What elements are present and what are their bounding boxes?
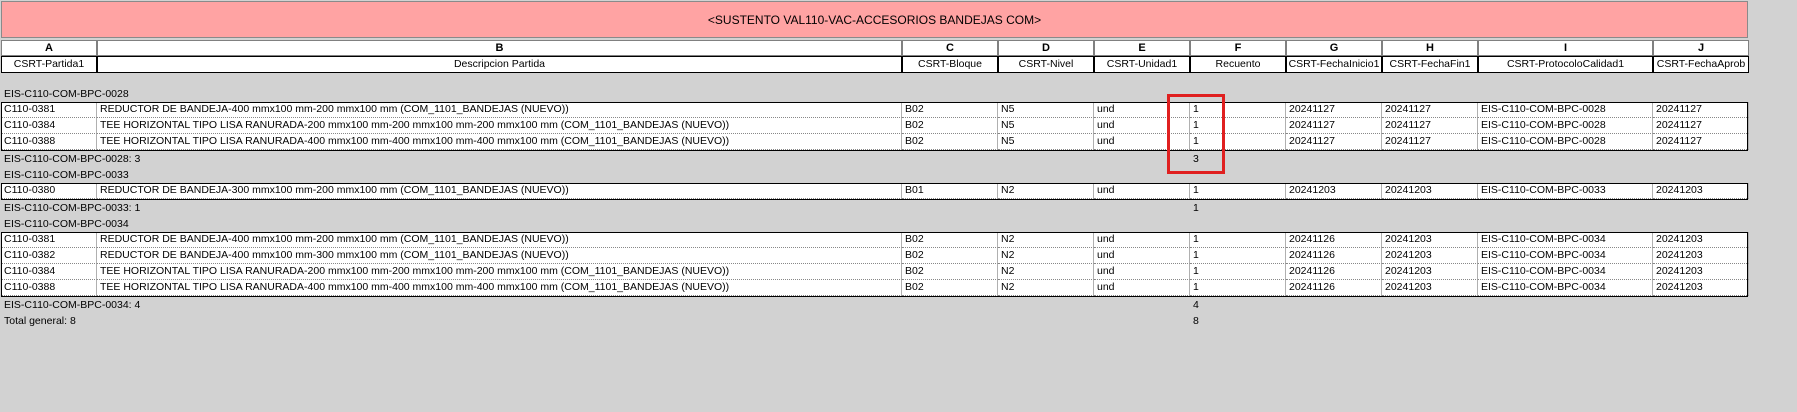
table-cell[interactable]: N5 bbox=[998, 118, 1094, 134]
column-header-i[interactable]: CSRT-ProtocoloCalidad1 bbox=[1478, 56, 1653, 73]
table-cell[interactable]: REDUCTOR DE BANDEJA-400 mmx100 mm-200 mmx100 mm (COM_1101_BANDEJAS (NUEVO)) bbox=[97, 102, 902, 118]
table-cell[interactable]: und bbox=[1094, 118, 1190, 134]
table-cell[interactable]: EIS-C110-COM-BPC-0028 bbox=[1478, 102, 1653, 118]
table-cell[interactable]: 20241203 bbox=[1286, 183, 1382, 199]
table-cell[interactable]: B01 bbox=[902, 183, 998, 199]
column-letter-c[interactable]: C bbox=[902, 40, 998, 56]
table-cell[interactable]: 20241127 bbox=[1653, 134, 1749, 150]
group-subtotal-label: EIS-C110-COM-BPC-0034: 4 bbox=[4, 299, 141, 311]
table-cell[interactable]: REDUCTOR DE BANDEJA-400 mmx100 mm-200 mmx100 mm (COM_1101_BANDEJAS (NUEVO)) bbox=[97, 232, 902, 248]
table-cell[interactable]: 1 bbox=[1190, 232, 1286, 248]
table-cell[interactable]: und bbox=[1094, 134, 1190, 150]
table-cell[interactable]: 20241127 bbox=[1382, 102, 1478, 118]
table-cell[interactable]: 20241127 bbox=[1286, 134, 1382, 150]
column-header-f[interactable]: Recuento bbox=[1190, 56, 1286, 73]
table-cell[interactable]: 1 bbox=[1190, 118, 1286, 134]
table-cell[interactable]: 1 bbox=[1190, 134, 1286, 150]
table-cell[interactable]: C110-0381 bbox=[1, 232, 97, 248]
table-cell[interactable]: 20241127 bbox=[1286, 102, 1382, 118]
table-cell[interactable]: C110-0388 bbox=[1, 134, 97, 150]
table-cell[interactable]: N2 bbox=[998, 248, 1094, 264]
table-cell[interactable]: 20241203 bbox=[1382, 264, 1478, 280]
table-cell[interactable]: EIS-C110-COM-BPC-0034 bbox=[1478, 280, 1653, 296]
table-cell[interactable]: 20241127 bbox=[1653, 118, 1749, 134]
table-cell[interactable]: 20241126 bbox=[1286, 248, 1382, 264]
column-letter-g[interactable]: G bbox=[1286, 40, 1382, 56]
table-cell[interactable]: EIS-C110-COM-BPC-0034 bbox=[1478, 232, 1653, 248]
table-cell[interactable]: 20241203 bbox=[1653, 280, 1749, 296]
group-subtotal-count: 4 bbox=[1193, 299, 1199, 311]
table-cell[interactable]: B02 bbox=[902, 248, 998, 264]
table-cell[interactable]: TEE HORIZONTAL TIPO LISA RANURADA-200 mmx100 mm-200 mmx100 mm-200 mmx100 mm (COM_1101_BANDEJAS (NUEVO)) bbox=[97, 118, 902, 134]
table-cell[interactable]: und bbox=[1094, 248, 1190, 264]
table-cell[interactable]: B02 bbox=[902, 118, 998, 134]
column-letter-f[interactable]: F bbox=[1190, 40, 1286, 56]
group-heading: EIS-C110-COM-BPC-0033 bbox=[4, 169, 129, 181]
column-letter-i[interactable]: I bbox=[1478, 40, 1653, 56]
table-cell[interactable]: TEE HORIZONTAL TIPO LISA RANURADA-400 mmx100 mm-400 mmx100 mm-400 mmx100 mm (COM_1101_BANDEJAS (NUEVO)) bbox=[97, 280, 902, 296]
table-cell[interactable]: und bbox=[1094, 102, 1190, 118]
grand-total-count: 8 bbox=[1193, 315, 1199, 327]
table-cell[interactable]: TEE HORIZONTAL TIPO LISA RANURADA-200 mmx100 mm-200 mmx100 mm-200 mmx100 mm (COM_1101_BANDEJAS (NUEVO)) bbox=[97, 264, 902, 280]
table-cell[interactable]: B02 bbox=[902, 232, 998, 248]
table-cell[interactable]: EIS-C110-COM-BPC-0028 bbox=[1478, 134, 1653, 150]
table-cell[interactable]: B02 bbox=[902, 280, 998, 296]
table-cell[interactable]: EIS-C110-COM-BPC-0034 bbox=[1478, 248, 1653, 264]
report-title-banner[interactable] bbox=[1, 1, 1748, 38]
column-letter-a[interactable]: A bbox=[1, 40, 97, 56]
grand-total-label: Total general: 8 bbox=[4, 315, 76, 327]
column-header-g[interactable]: CSRT-FechaInicio1 bbox=[1286, 56, 1382, 73]
table-cell[interactable]: 20241203 bbox=[1382, 248, 1478, 264]
group-subtotal-label: EIS-C110-COM-BPC-0033: 1 bbox=[4, 202, 141, 214]
column-header-h[interactable]: CSRT-FechaFin1 bbox=[1382, 56, 1478, 73]
table-cell[interactable]: N2 bbox=[998, 264, 1094, 280]
table-cell[interactable]: B02 bbox=[902, 264, 998, 280]
table-cell[interactable]: 1 bbox=[1190, 183, 1286, 199]
table-cell[interactable]: und bbox=[1094, 232, 1190, 248]
table-cell[interactable]: REDUCTOR DE BANDEJA-300 mmx100 mm-200 mmx100 mm (COM_1101_BANDEJAS (NUEVO)) bbox=[97, 183, 902, 199]
table-cell[interactable]: 20241203 bbox=[1653, 232, 1749, 248]
table-cell[interactable]: und bbox=[1094, 264, 1190, 280]
table-cell[interactable]: 20241126 bbox=[1286, 232, 1382, 248]
table-cell[interactable]: und bbox=[1094, 183, 1190, 199]
table-cell[interactable]: C110-0382 bbox=[1, 248, 97, 264]
column-header-a[interactable]: CSRT-Partida1 bbox=[1, 56, 97, 73]
group-heading: EIS-C110-COM-BPC-0034 bbox=[4, 218, 129, 230]
table-cell[interactable]: EIS-C110-COM-BPC-0034 bbox=[1478, 264, 1653, 280]
column-letter-b[interactable]: B bbox=[97, 40, 902, 56]
table-cell[interactable]: REDUCTOR DE BANDEJA-400 mmx100 mm-300 mmx100 mm (COM_1101_BANDEJAS (NUEVO)) bbox=[97, 248, 902, 264]
table-cell[interactable]: N2 bbox=[998, 232, 1094, 248]
column-header-b[interactable]: Descripcion Partida bbox=[97, 56, 902, 73]
table-cell[interactable]: und bbox=[1094, 280, 1190, 296]
table-cell[interactable]: N5 bbox=[998, 134, 1094, 150]
table-cell[interactable]: EIS-C110-COM-BPC-0033 bbox=[1478, 183, 1653, 199]
group-subtotal-count: 3 bbox=[1193, 153, 1199, 165]
table-cell[interactable]: B02 bbox=[902, 102, 998, 118]
table-cell[interactable]: 20241127 bbox=[1382, 134, 1478, 150]
column-header-d[interactable]: CSRT-Nivel bbox=[998, 56, 1094, 73]
table-cell[interactable]: B02 bbox=[902, 134, 998, 150]
table-cell[interactable]: 20241203 bbox=[1653, 248, 1749, 264]
table-cell[interactable]: C110-0380 bbox=[1, 183, 97, 199]
table-cell[interactable]: C110-0381 bbox=[1, 102, 97, 118]
column-header-c[interactable]: CSRT-Bloque bbox=[902, 56, 998, 73]
table-cell[interactable]: 20241203 bbox=[1382, 183, 1478, 199]
table-cell[interactable]: 1 bbox=[1190, 264, 1286, 280]
table-cell[interactable]: 20241203 bbox=[1653, 264, 1749, 280]
table-cell[interactable]: TEE HORIZONTAL TIPO LISA RANURADA-400 mmx100 mm-400 mmx100 mm-400 mmx100 mm (COM_1101_BANDEJAS (NUEVO)) bbox=[97, 134, 902, 150]
table-cell[interactable]: 20241126 bbox=[1286, 280, 1382, 296]
table-cell[interactable]: C110-0384 bbox=[1, 118, 97, 134]
table-cell[interactable]: 20241127 bbox=[1382, 118, 1478, 134]
table-cell[interactable]: N2 bbox=[998, 280, 1094, 296]
table-cell[interactable]: N5 bbox=[998, 102, 1094, 118]
table-cell[interactable]: 20241126 bbox=[1286, 264, 1382, 280]
report-title: <SUSTENTO VAL110-VAC-ACCESORIOS BANDEJAS COM> bbox=[707, 12, 1042, 27]
column-letter-e[interactable]: E bbox=[1094, 40, 1190, 56]
column-letter-h[interactable]: H bbox=[1382, 40, 1478, 56]
table-cell[interactable]: 1 bbox=[1190, 248, 1286, 264]
table-cell[interactable]: 1 bbox=[1190, 102, 1286, 118]
group-subtotal-count: 1 bbox=[1193, 202, 1199, 214]
table-cell[interactable]: 20241127 bbox=[1286, 118, 1382, 134]
column-header-e[interactable]: CSRT-Unidad1 bbox=[1094, 56, 1190, 73]
table-cell[interactable]: 20241203 bbox=[1382, 280, 1478, 296]
column-letter-d[interactable]: D bbox=[998, 40, 1094, 56]
table-cell[interactable]: 1 bbox=[1190, 280, 1286, 296]
table-cell[interactable]: 20241203 bbox=[1653, 183, 1749, 199]
column-letter-j[interactable]: J bbox=[1653, 40, 1749, 56]
table-cell[interactable]: C110-0388 bbox=[1, 280, 97, 296]
recuento-highlight-box bbox=[1167, 94, 1225, 174]
group-subtotal-label: EIS-C110-COM-BPC-0028: 3 bbox=[4, 153, 141, 165]
table-cell[interactable]: N2 bbox=[998, 183, 1094, 199]
table-cell[interactable]: C110-0384 bbox=[1, 264, 97, 280]
table-cell[interactable]: 20241203 bbox=[1382, 232, 1478, 248]
table-cell[interactable]: 20241127 bbox=[1653, 102, 1749, 118]
table-cell[interactable]: EIS-C110-COM-BPC-0028 bbox=[1478, 118, 1653, 134]
column-header-j[interactable]: CSRT-FechaAprob bbox=[1653, 56, 1749, 73]
group-heading: EIS-C110-COM-BPC-0028 bbox=[4, 88, 129, 100]
